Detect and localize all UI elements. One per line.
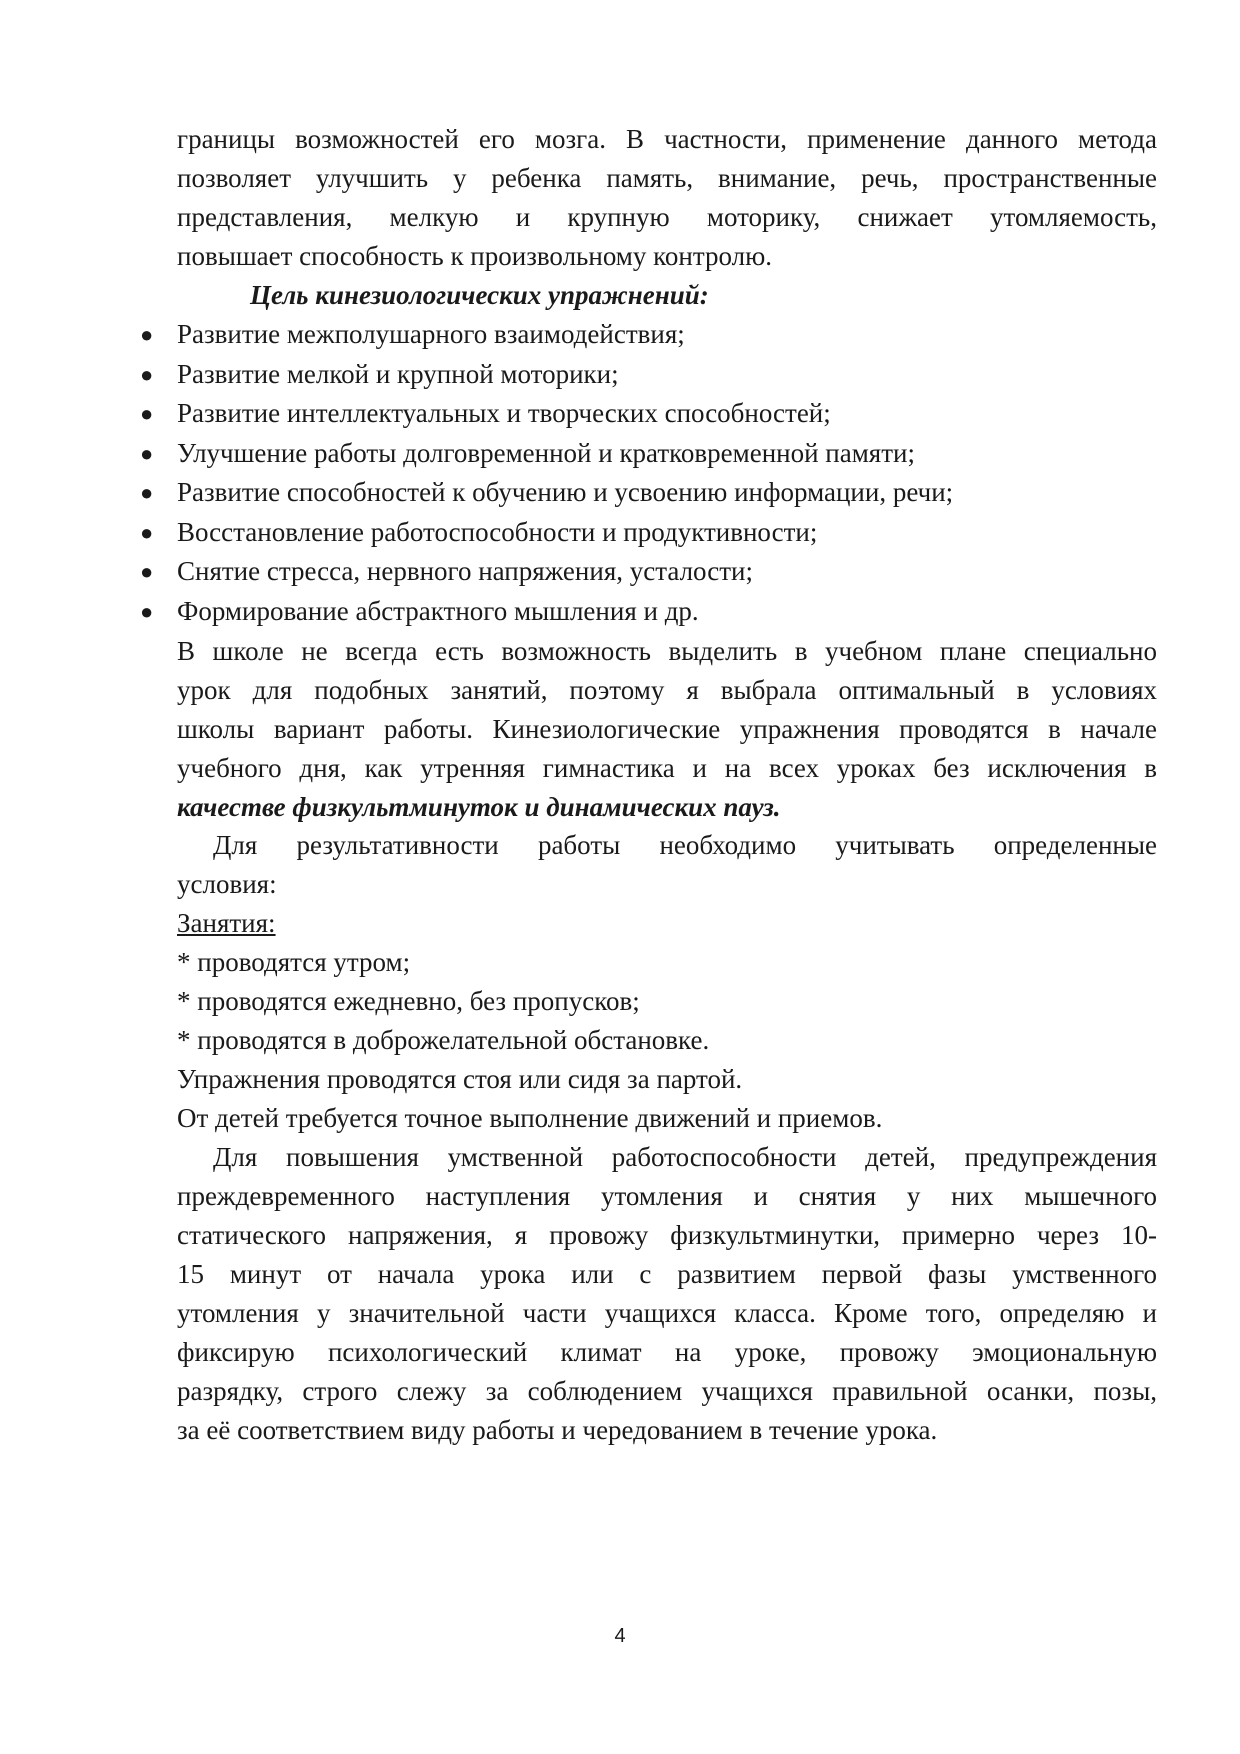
condition-item: * проводятся утром; (177, 947, 411, 977)
bullet-icon: ● (140, 322, 154, 347)
list-item: ● Снятие стресса, нервного напряжения, усталости; (177, 552, 953, 592)
paragraph-line: позволяет улучшить у ребенка память, внимание, речь, пространственные (177, 163, 1157, 193)
bullet-icon: ● (140, 598, 154, 624)
conditions-block (177, 904, 1157, 1138)
paragraph-line: повышает способность к произвольному контролю. (177, 241, 773, 271)
intro-paragraph (177, 120, 1157, 276)
note-line: Упражнения проводятся стоя или сидя за партой. (177, 1064, 743, 1094)
list-item: ● Восстановление работоспособности и продуктивности; (177, 513, 953, 553)
emphasis-text: качестве физкультминуток и динамических пауз. (177, 792, 781, 822)
bullet-icon: ● (140, 361, 154, 387)
paragraph-line: преждевременного наступления утомления и снятия у них мышечного (177, 1181, 1157, 1211)
fatigue-paragraph (177, 1138, 1157, 1450)
list-item: ● Развитие межполушарного взаимодействия; (177, 315, 953, 355)
list-item: ● Развитие мелкой и крупной моторики; (177, 355, 953, 395)
goals-list (140, 315, 954, 631)
condition-item: * проводятся ежедневно, без пропусков; (177, 986, 640, 1016)
list-item: ● Развитие способностей к обучению и усвоению информации, речи; (177, 473, 953, 513)
paragraph-line: урок для подобных занятий, поэтому я выбрала оптимальный в условиях (177, 675, 1157, 705)
bullet-icon: ● (140, 559, 154, 584)
note-line: От детей требуется точное выполнение движений и приемов. (177, 1103, 883, 1133)
school-paragraph (177, 632, 1157, 827)
paragraph-line: Для повышения умственной работоспособности детей, предупреждения (213, 1142, 1157, 1172)
list-item: ● Формирование абстрактного мышления и др. (177, 592, 953, 632)
paragraph-line: учебного дня, как утренняя гимнастика и на всех уроках без исключения в (177, 753, 1157, 783)
paragraph-line: разрядку, строго слежу за соблюдением учащихся правильной осанки, позы, (177, 1376, 1157, 1406)
paragraph-line: 15 минут от начала урока или с развитием первой фазы умственного (177, 1259, 1157, 1289)
paragraph-line: статического напряжения, я провожу физкультминутки, примерно через 10- (177, 1220, 1157, 1250)
list-item: ● Улучшение работы долговременной и кратковременной памяти; (177, 434, 953, 474)
list-item: ● Развитие интеллектуальных и творческих способностей; (177, 394, 953, 434)
bullet-icon: ● (140, 519, 154, 545)
conditions-title: Занятия: (177, 908, 276, 938)
paragraph-line: границы возможностей его мозга. В частности, применение данного метода (177, 124, 1157, 154)
bullet-icon: ● (140, 480, 154, 505)
paragraph-line: утомления у значительной части учащихся класса. Кроме того, определяю и (177, 1298, 1157, 1328)
paragraph-line: за её соответствием виду работы и чередованием в течение урока. (177, 1415, 938, 1445)
paragraph-line: условия: (177, 869, 277, 899)
bullet-icon: ● (140, 401, 154, 426)
paragraph-line: фиксирую психологический климат на уроке, провожу эмоциональную (177, 1337, 1157, 1367)
bullet-icon: ● (140, 440, 154, 466)
paragraph-line: представления, мелкую и крупную моторику, снижает утомляемость, (177, 202, 1157, 232)
page-number: 4 (614, 1625, 626, 1647)
paragraph-line: школы вариант работы. Кинезиологические упражнения проводятся в начале (177, 714, 1157, 744)
condition-item: * проводятся в доброжелательной обстановке. (177, 1025, 710, 1055)
paragraph-line: Для результативности работы необходимо учитывать определенные (213, 830, 1157, 860)
goals-heading: Цель кинезиологических упражнений: (250, 280, 709, 310)
paragraph-line: В школе не всегда есть возможность выделить в учебном плане специально (177, 636, 1157, 666)
conditions-intro (177, 826, 1157, 904)
